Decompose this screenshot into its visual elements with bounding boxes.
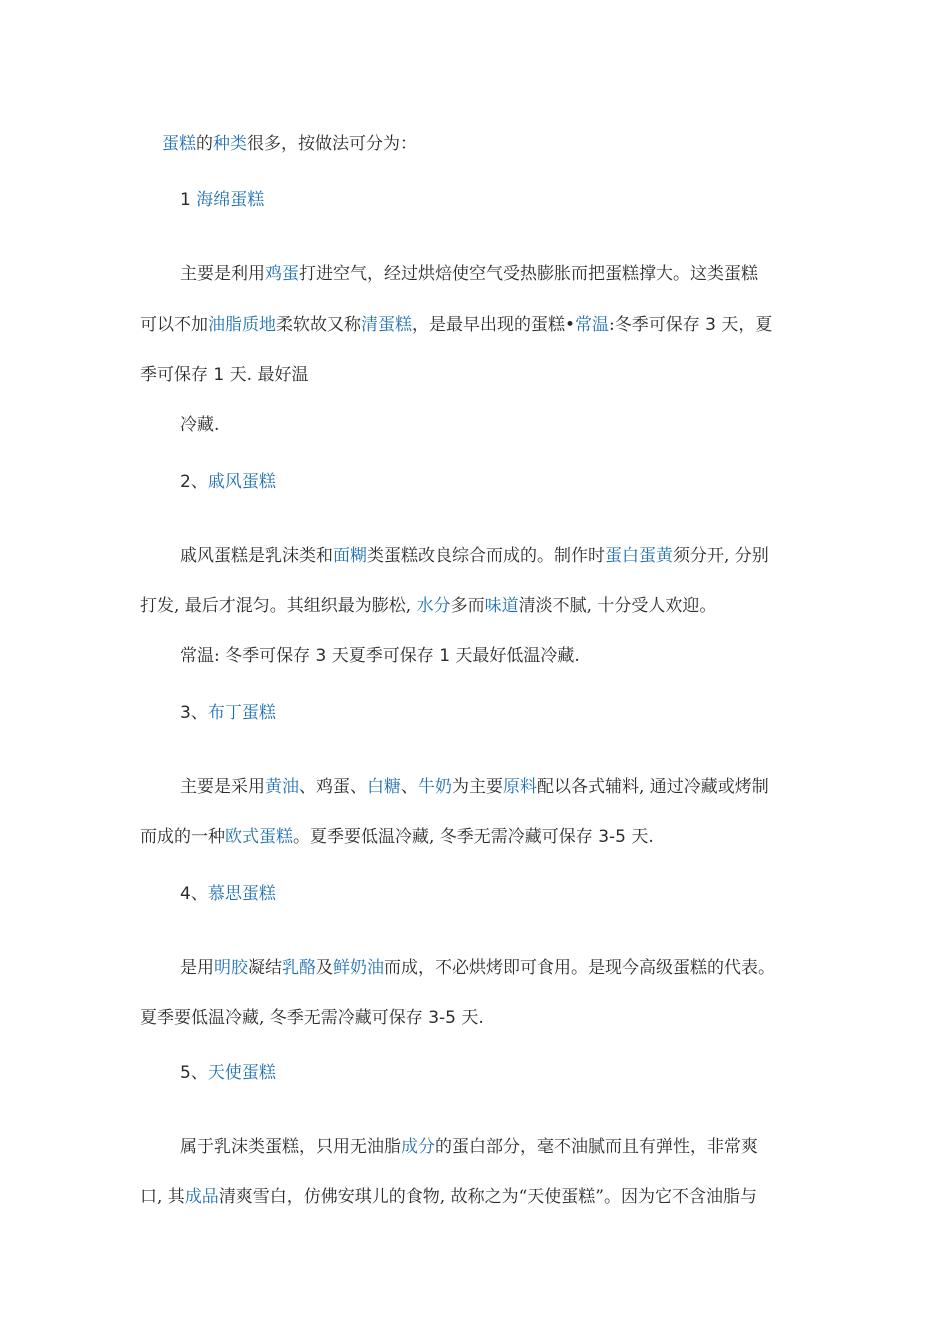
term-link[interactable]: 戚风蛋糕 — [207, 472, 276, 492]
text-run: 季可保存 — [140, 365, 214, 385]
term-link[interactable]: 油脂 — [208, 315, 242, 335]
text-run: 天. 最好温 — [224, 365, 309, 385]
text-run: 而成，不必烘烤即可食用。是现今高级蛋糕的代表。 — [384, 958, 775, 978]
text-run: 主要是利用 — [180, 264, 265, 284]
term-link[interactable]: 天使蛋糕 — [207, 1063, 276, 1083]
text-line — [140, 1007, 484, 1029]
text-line — [180, 776, 769, 798]
text-run: 1 — [180, 190, 197, 210]
term-link[interactable]: 蛋白 — [605, 546, 639, 566]
heading-pudding-cake — [180, 702, 276, 724]
text-run: 3-5 — [598, 827, 626, 847]
text-run: 而成的一种 — [140, 827, 225, 847]
text-run: 为主要 — [452, 777, 503, 797]
text-run: 2、 — [180, 472, 208, 492]
text-run: 天最好低温冷藏. — [450, 646, 580, 666]
text-line — [180, 1136, 758, 1158]
term-link[interactable]: 鸡蛋 — [265, 264, 299, 284]
text-run: 1 — [213, 365, 225, 385]
heading-angel-cake — [180, 1062, 276, 1084]
term-link[interactable]: 质地 — [242, 315, 276, 335]
text-run: 打发, 最后才混匀。其组织最为膨松, — [140, 596, 417, 616]
text-run: 及 — [316, 958, 333, 978]
text-run: 很多，按做法可分为： — [247, 134, 417, 154]
heading-mousse-cake — [180, 883, 276, 905]
text-run: 天，夏 — [716, 315, 773, 335]
text-run: 4、 — [180, 884, 208, 904]
text-run: 口, 其 — [140, 1187, 185, 1207]
term-link[interactable]: 黄油 — [265, 777, 299, 797]
text-run: 打进空气，经过烘焙使空气受热膨胀而把蛋糕撑大。这类蛋糕 — [299, 264, 758, 284]
text-run: 5、 — [180, 1063, 208, 1083]
term-link[interactable]: 成分 — [401, 1137, 435, 1157]
text-run: 1 — [439, 646, 451, 666]
term-link[interactable]: 面糊 — [333, 546, 367, 566]
text-run: 清爽雪白，仿佛安琪儿的食物, 故称之为“天使蛋糕”。因为它不含油脂与 — [218, 1187, 758, 1207]
text-run: 3 — [315, 646, 327, 666]
text-line — [140, 595, 716, 617]
text-run: 天. — [456, 1008, 484, 1028]
term-link[interactable]: 水分 — [416, 596, 451, 616]
term-link[interactable]: 欧式蛋糕 — [225, 827, 293, 847]
term-link[interactable]: 海绵蛋糕 — [196, 190, 265, 210]
term-link[interactable]: 成品 — [184, 1187, 219, 1207]
term-link[interactable]: 牛奶 — [418, 777, 452, 797]
text-line — [140, 364, 308, 386]
text-run: 。夏季要低温冷藏, 冬季无需冷藏可保存 — [293, 827, 599, 847]
text-run: :冬季可保存 — [609, 315, 706, 335]
text-run: 、 — [401, 777, 418, 797]
text-run: 夏季要低温冷藏, 冬季无需冷藏可保存 — [140, 1008, 429, 1028]
heading-sponge-cake — [180, 189, 264, 211]
text-line — [180, 545, 769, 567]
term-link[interactable]: 白糖 — [367, 777, 401, 797]
text-run: 柔软故又称 — [276, 315, 361, 335]
term-link[interactable]: 鲜奶油 — [333, 958, 384, 978]
text-run: 可以不加 — [140, 315, 208, 335]
text-run: 天. — [626, 827, 654, 847]
term-link[interactable]: 布丁蛋糕 — [207, 703, 276, 723]
term-link[interactable]: 蛋糕 — [162, 134, 196, 154]
text-line — [180, 957, 775, 979]
text-line-intro — [162, 133, 417, 155]
term-link[interactable]: 慕思蛋糕 — [207, 884, 276, 904]
text-run: 常温: 冬季可保存 — [180, 646, 316, 666]
text-run: 3 — [705, 315, 716, 335]
text-run: 3-5 — [428, 1008, 456, 1028]
text-run: 类蛋糕改良综合而成的。制作时 — [367, 546, 605, 566]
text-run: 天夏季可保存 — [326, 646, 440, 666]
text-run: 3、 — [180, 703, 208, 723]
text-line — [140, 1186, 757, 1208]
heading-chiffon-cake — [180, 471, 276, 493]
term-link[interactable]: 乳酪 — [282, 958, 316, 978]
term-link[interactable]: 明胶 — [214, 958, 248, 978]
text-run: 冷藏. — [180, 415, 220, 435]
text-run: 凝结 — [248, 958, 282, 978]
text-line — [140, 826, 654, 848]
text-line — [180, 645, 580, 667]
text-run: 属于乳沫类蛋糕，只用无油脂 — [180, 1137, 401, 1157]
text-run: 配以各式辅料, 通过冷藏或烤制 — [537, 777, 769, 797]
term-link[interactable]: 味道 — [484, 596, 519, 616]
text-run: 是用 — [180, 958, 214, 978]
text-run: 须分开, 分别 — [673, 546, 769, 566]
text-run: 清淡不腻, 十分受人欢迎。 — [518, 596, 717, 616]
text-run: 多而 — [450, 596, 485, 616]
text-line — [180, 263, 758, 285]
text-run: 的 — [196, 134, 213, 154]
term-link[interactable]: 清蛋糕 — [361, 315, 412, 335]
text-run: 戚风蛋糕是乳沫类和 — [180, 546, 333, 566]
text-line — [180, 414, 219, 436]
text-run: ，是最早出现的蛋糕• — [412, 315, 576, 335]
text-run: 的蛋白部分，毫不油腻而且有弹性，非常爽 — [435, 1137, 758, 1157]
term-link[interactable]: 原料 — [503, 777, 537, 797]
term-link[interactable]: 蛋黄 — [639, 546, 673, 566]
text-run: 、鸡蛋、 — [299, 777, 367, 797]
text-run: 主要是采用 — [180, 777, 265, 797]
term-link[interactable]: 常温 — [575, 315, 610, 335]
text-line — [140, 314, 772, 336]
term-link[interactable]: 种类 — [213, 134, 247, 154]
